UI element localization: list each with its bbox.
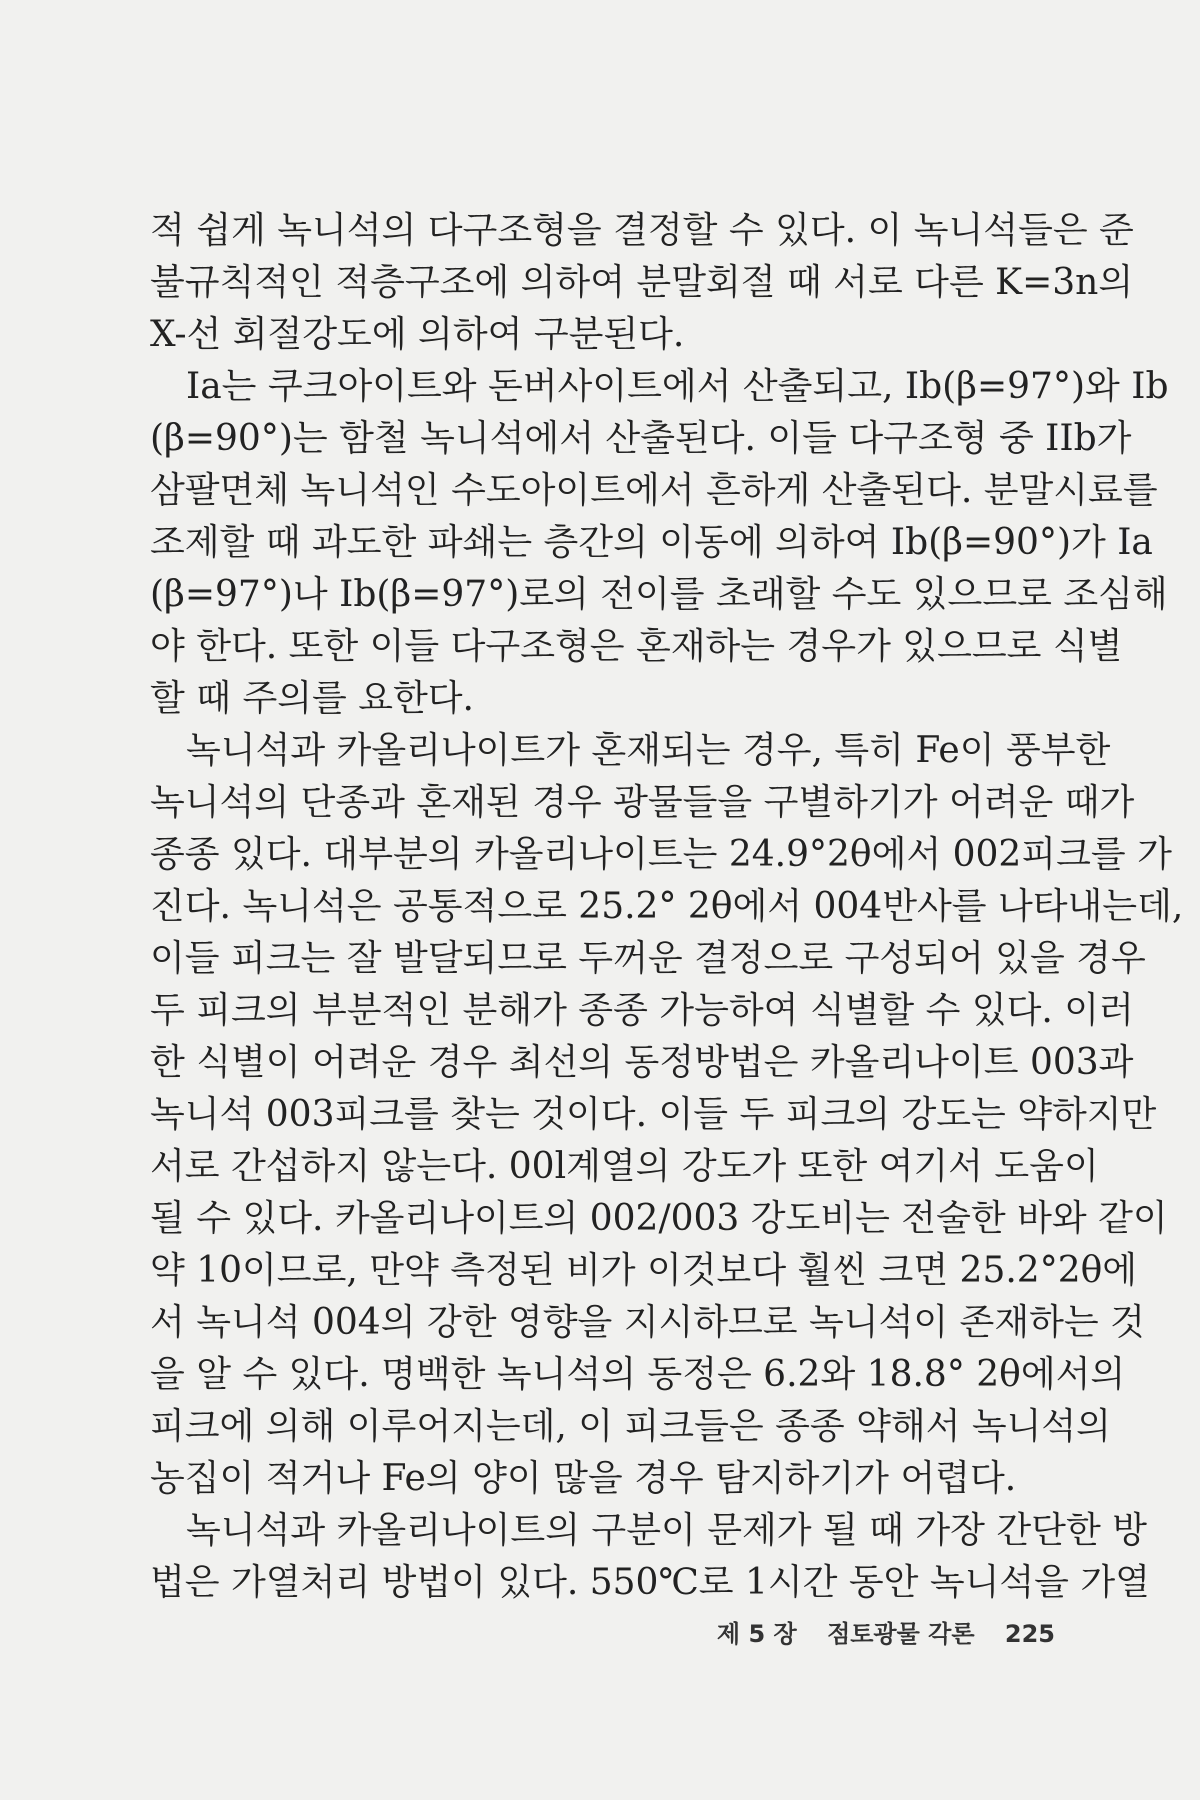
text-line: 법은 가열처리 방법이 있다. 550℃로 1시간 동안 녹니석을 가열: [150, 1562, 1150, 1603]
text-line: 이들 피크는 잘 발달되므로 두꺼운 결정으로 구성되어 있을 경우: [150, 938, 1146, 979]
text-line: 녹니석과 카올리나이트가 혼재되는 경우, 특히 Fe이 풍부한: [186, 730, 1111, 771]
text-line: 삼팔면체 녹니석인 수도아이트에서 흔하게 산출된다. 분말시료를: [150, 470, 1158, 511]
text-line: 약 10이므로, 만약 측정된 비가 이것보다 훨씬 크면 25.2°2θ에: [150, 1250, 1138, 1291]
page-footer: [717, 1614, 1055, 1649]
text-line: Ia는 쿠크아이트와 돈버사이트에서 산출되고, Ib(β=97°)와 Ib: [186, 366, 1169, 407]
text-line: 을 알 수 있다. 명백한 녹니석의 동정은 6.2와 18.8° 2θ에서의: [150, 1354, 1126, 1395]
text-line: (β=97°)나 Ib(β=97°)로의 전이를 초래할 수도 있으므로 조심해: [150, 574, 1168, 615]
page-number: 225: [1004, 1620, 1055, 1648]
text-line: 두 피크의 부분적인 분해가 종종 가능하여 식별할 수 있다. 이러: [150, 990, 1134, 1031]
text-line: 종종 있다. 대부분의 카올리나이트는 24.9°2θ에서 002피크를 가: [150, 834, 1172, 875]
text-line: 불규칙적인 적층구조에 의하여 분말회절 때 서로 다른 K=3n의: [150, 262, 1134, 303]
text-line: 한 식별이 어려운 경우 최선의 동정방법은 카올리나이트 003과: [150, 1042, 1134, 1083]
body-text: [150, 205, 1184, 1609]
text-line: 농집이 적거나 Fe의 양이 많을 경우 탐지하기가 어렵다.: [150, 1458, 1017, 1499]
text-line: 적 쉽게 녹니석의 다구조형을 결정할 수 있다. 이 녹니석들은 준: [150, 210, 1134, 251]
section-title: 점토광물 각론: [827, 1620, 975, 1648]
text-line: 녹니석의 단종과 혼재된 경우 광물들을 구별하기가 어려운 때가: [150, 782, 1135, 823]
text-line: X-선 회절강도에 의하여 구분된다.: [150, 314, 685, 355]
text-line: 서로 간섭하지 않는다. 00l계열의 강도가 또한 여기서 도움이: [150, 1146, 1099, 1187]
text-line: 야 한다. 또한 이들 다구조형은 혼재하는 경우가 있으므로 식별: [150, 626, 1123, 667]
text-line: 서 녹니석 004의 강한 영향을 지시하므로 녹니석이 존재하는 것: [150, 1302, 1145, 1343]
chapter-label: 제 5 장: [716, 1620, 797, 1648]
text-line: 할 때 주의를 요한다.: [150, 678, 474, 719]
text-line: 피크에 의해 이루어지는데, 이 피크들은 종종 약해서 녹니석의: [150, 1406, 1111, 1447]
body-paragraphs: [150, 205, 1184, 1609]
text-line: 녹니석과 카올리나이트의 구분이 문제가 될 때 가장 간단한 방: [186, 1510, 1147, 1551]
text-line: (β=90°)는 함철 녹니석에서 산출된다. 이들 다구조형 중 IIb가: [150, 418, 1132, 459]
text-line: 될 수 있다. 카올리나이트의 002/003 강도비는 전술한 바와 같이: [150, 1198, 1168, 1239]
text-line: 진다. 녹니석은 공통적으로 25.2° 2θ에서 004반사를 나타내는데,: [150, 886, 1184, 927]
text-line: 녹니석 003피크를 찾는 것이다. 이들 두 피크의 강도는 약하지만: [150, 1094, 1157, 1135]
text-line: 조제할 때 과도한 파쇄는 층간의 이동에 의하여 Ib(β=90°)가 Ia: [150, 522, 1153, 563]
